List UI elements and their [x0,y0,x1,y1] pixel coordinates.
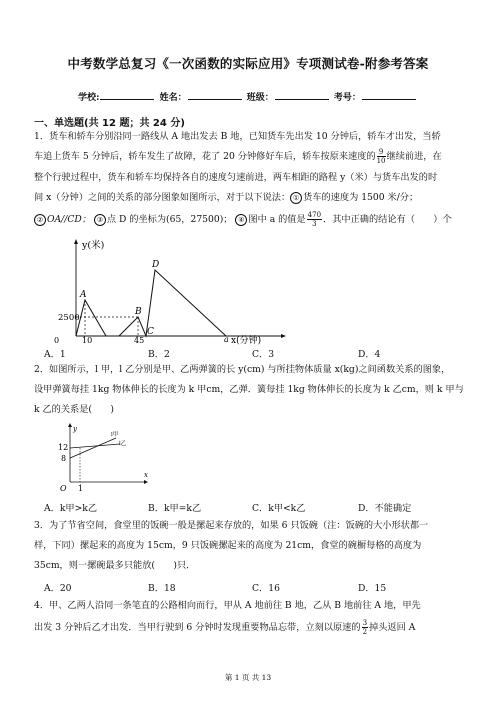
q1-distance-graph [56,236,296,344]
y-tick-2500: 2500 [58,313,80,323]
q2-option-b[interactable]: B．k甲=k乙 [148,503,202,514]
x-tick-45: 45 [134,336,145,345]
q4-line-2-text: 出发 3 分钟后乙才出发．当甲行驶到 6 分钟时发现重要物品忘带，立刻以原速的 [34,622,361,633]
label-l-yi: l乙 [119,441,127,447]
q3-line-3: 35cm，则一摞碗最多只能放( )只． [34,560,196,571]
point-A-label: A [80,290,87,300]
q1-line-4-text: 间 x（分钟）之间的关系的部分图象如图所示，对于以下说法： [34,192,291,203]
q3-line-2: 样，下同）摞起来的高度为 15cm，9 只饭碗摞起来的高度为 21cm，食堂的碗橱每格的高度为 [34,540,422,551]
y-tick-8: 8 [61,454,67,463]
q1-line-2 [34,147,464,167]
statement-1: 货车的速度为 1500 米/分； [303,192,419,203]
fraction-den: 2 [362,628,368,636]
school-blank[interactable] [100,91,154,100]
section-heading: 一、单选题(共 12 题；共 24 分) [34,118,185,129]
q4-line-2-end: 掉头返回 A [369,622,416,633]
class-label: 班级： [246,93,274,103]
q1-line-1: 1．货车和轿车分别沿同一路线从 A 地出发去 B 地，已知货车先出发 10 分钟后，轿车才出发，当轿 [34,131,441,142]
student-info-line [0,90,496,103]
q1-line-2-end: 继续前进，在 [386,151,442,162]
fraction-3-2 [362,619,368,636]
q3-option-a[interactable]: A．20 [44,583,72,594]
name-blank[interactable] [188,91,242,100]
y-axis-label: y(米) [82,240,105,251]
q2-spring-graph [56,422,156,492]
q2-option-a[interactable]: A．k甲>k乙 [44,503,98,514]
fraction [377,148,386,165]
q1-option-d[interactable]: D．4 [358,349,381,360]
q2-option-d[interactable]: D．不能确定 [358,503,412,514]
q1-option-c[interactable]: C．3 [252,349,275,360]
class-blank[interactable] [275,91,329,100]
q2-line-3: k 乙的关系是( ) [34,404,114,415]
q3-option-c[interactable]: C．16 [252,583,280,594]
q1-line-2-text: 车追上货车 5 分钟后，轿车发生了故障，花了 20 分钟修好车后，轿车按原来速度的 [34,151,376,162]
point-B-label: B [135,307,142,317]
q3-option-b[interactable]: B．18 [148,583,176,594]
origin-label: 0 [54,336,60,345]
x-tick-10: 10 [82,336,93,345]
q4-line-2 [34,618,464,638]
line-jia [70,438,116,458]
y-axis-label: y [73,425,77,433]
label-l-jia: l甲 [111,432,119,438]
exam-no-label: 考号： [333,93,361,103]
x-tick-a: a [224,335,229,344]
fraction-num: 9 [377,148,386,157]
circled-1: ① [290,192,302,204]
y-tick-12: 12 [58,443,69,452]
q1-line-4 [34,188,464,208]
circled-2: ② [34,214,46,226]
fraction-num: 3 [362,619,368,627]
page-footer: 第 1 页 共 13 [224,673,272,682]
origin-label: O [60,484,67,493]
point-C-label: C [147,327,154,337]
q2-option-c[interactable]: C．k甲<k乙 [252,503,306,514]
x-axis-label: x [144,471,148,479]
statement-4: 图中 a 的值是 [248,214,306,225]
point-D-label: D [152,260,160,270]
statement-2: OA//CD； [47,214,91,225]
name-label: 姓名： [159,93,187,103]
statement-3: 点 D 的坐标为(65，27500)； [106,214,233,225]
q2-line-1: 2．如图所示，l 甲，l 乙分别是甲、乙两弹簧的长 y(cm) 与所挂物体质量 x(kg)之间函数关系的图象， [34,364,451,375]
x-axis-label: x(分钟) [231,336,262,346]
page-title: 中考数学总复习《一次函数的实际应用》专项测试卷-附参考答案 [67,56,429,71]
circled-4: ④ [235,214,247,226]
q1-line-5 [34,210,464,230]
q3-line-1: 3．为了节省空间，食堂里的饭碗一般是摞起来存放的，如果 6 只饭碗（注：饭碗的大小形状都一 [34,520,429,531]
exam-no-blank[interactable] [362,91,416,100]
circled-3: ③ [94,214,106,226]
q2-line-2: 设甲弹簧每挂 1kg 物体伸长的长度为 k 甲cm，乙弹．簧每挂 1kg 物体伸长的长度为 k 乙cm，则 k 甲与 [34,384,464,395]
q3-option-d[interactable]: D．15 [358,583,387,594]
q1-option-b[interactable]: B．2 [148,349,170,360]
x-tick-1: 1 [78,484,84,493]
q1-option-a[interactable]: A．1 [44,349,66,360]
fraction-den: 3 [312,220,317,228]
fraction-num: 470 [307,211,322,219]
fraction-den: 10 [376,157,386,165]
school-label: 学校: [78,93,100,103]
q1-line-3: 整个行驶过程中，货车和轿车均保持各自的速度匀速前进，两车相距的路程 y（米）与货车出发的时 [34,172,438,183]
q4-line-1: 4．甲、乙两人沿同一条笔直的公路相向而行，甲从 A 地前往 B 地，乙从 B 地前往 A 地，甲先 [34,600,421,611]
statement-4-end: ．其中正确的结论有（ ）个 [323,214,452,225]
fraction-470-3 [307,211,322,228]
